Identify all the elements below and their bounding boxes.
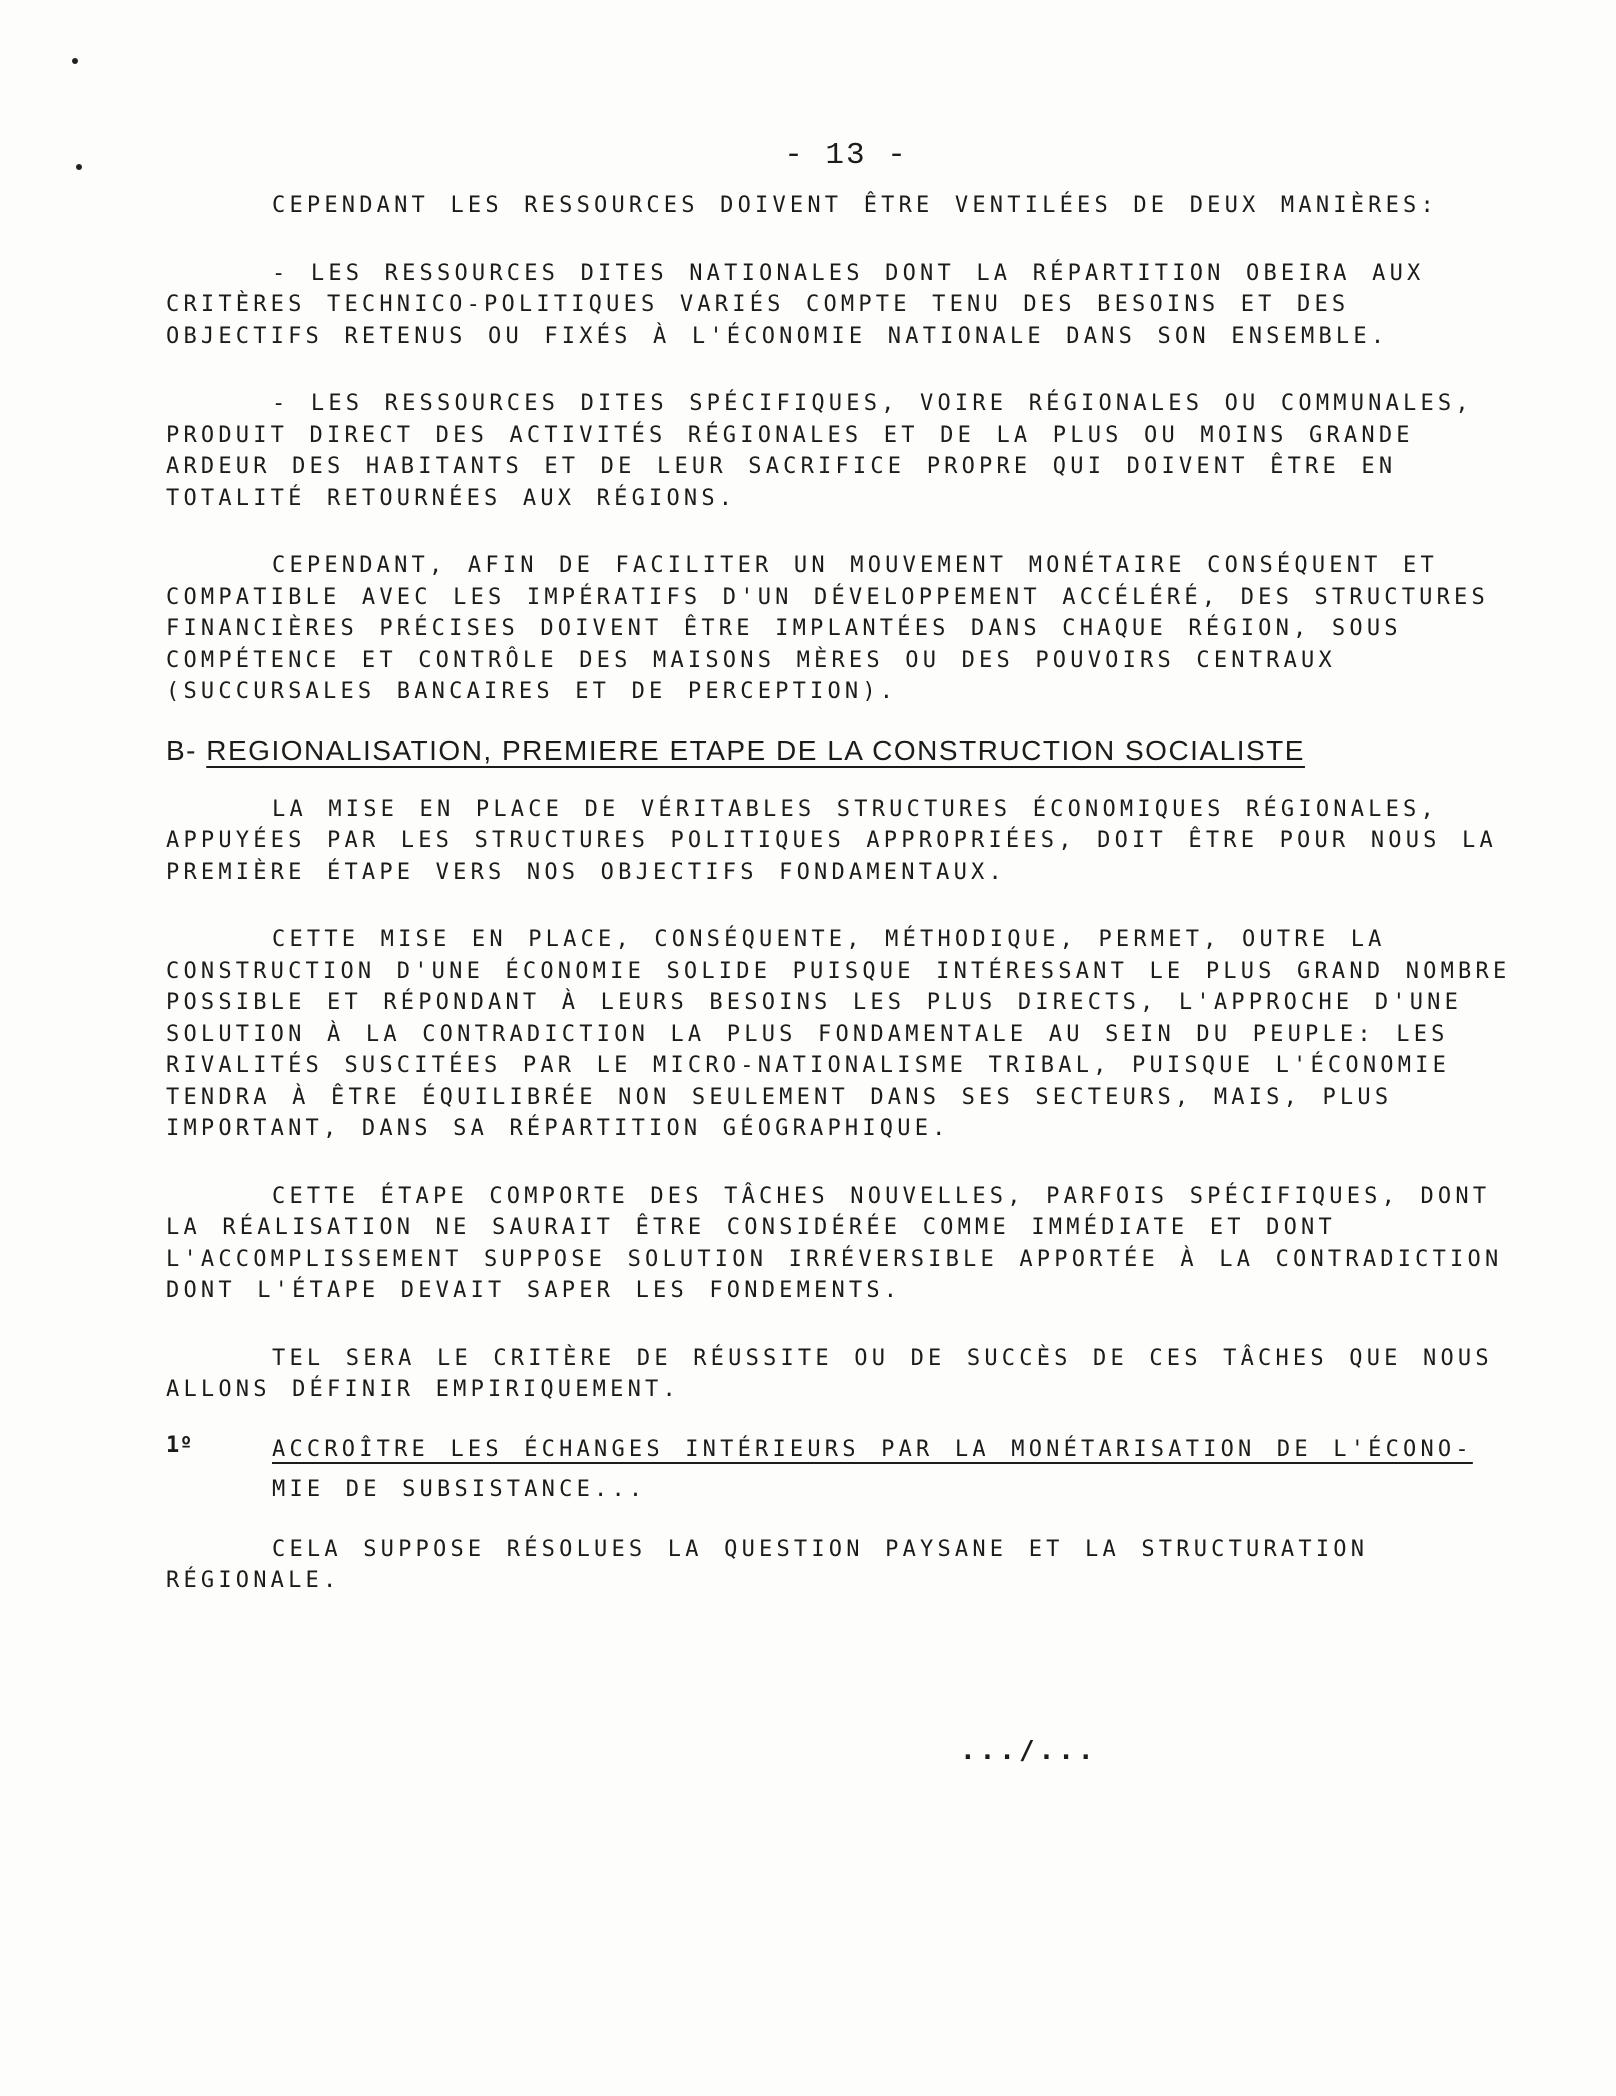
paragraph: TEL SERA LE CRITÈRE DE RÉUSSITE OU DE SUCCÈS DE CES TÂCHES QUE NOUS ALLONS DÉFINIR EMPIRIQUEMENT. — [166, 1345, 1493, 1402]
item-title-underlined: ACCROÎTRE LES ÉCHANGES INTÉRIEURS PAR LA MONÉTARISATION DE L'ÉCONO- — [272, 1436, 1473, 1462]
paragraph: - LES RESSOURCES DITES NATIONALES DONT LA RÉPARTITION OBEIRA AUX CRITÈRES TECHNICO-POLITIQUES VARIÉS COMPTE TENU DES BESOINS ET DES OBJECTIFS RETENUS OU FIXÉS À L'ÉCONOMIE NATIONALE DANS SON ENSEMBLE. — [166, 260, 1425, 349]
paragraph: - LES RESSOURCES DITES SPÉCIFIQUES, VOIRE RÉGIONALES OU COMMUNALES, PRODUIT DIRECT DES ACTIVITÉS RÉGIONALES ET DE LA PLUS OU MOINS GRANDE ARDEUR DES HABITANTS ET DE LEUR SACRIFICE PROPRE QUI DOIVENT ÊTRE EN TOTALITÉ RETOURNÉES AUX RÉGIONS. — [166, 391, 1473, 511]
numbered-item — [166, 1430, 1526, 1510]
paragraph: CEPENDANT, AFIN DE FACILITER UN MOUVEMENT MONÉTAIRE CONSÉQUENT ET COMPATIBLE AVEC LES IMPÉRATIFS D'UN DÉVELOPPEMENT ACCÉLÉRÉ, DES STRUCTURES FINANCIÈRES PRÉCISES DOIVENT ÊTRE IMPLANTÉES DANS CHAQUE RÉGION, SOUS COMPÉTENCE ET CONTRÔLE DES MAISONS MÈRES OU DES POUVOIRS CENTRAUX (SUCCURSALES BANCAIRES ET DE PERCEPTION). — [166, 553, 1489, 704]
section-title: REGIONALISATION, PREMIERE ETAPE DE LA CONSTRUCTION SOCIALISTE — [206, 734, 1305, 766]
paragraph: CEPENDANT LES RESSOURCES DOIVENT ÊTRE VENTILÉES DE DEUX MANIÈRES: — [272, 193, 1438, 218]
section-label: B- — [166, 734, 197, 766]
section-heading — [166, 732, 1526, 770]
margin-dot — [72, 58, 78, 64]
item-title-continuation: MIE DE SUBSISTANCE... — [272, 1476, 647, 1502]
paragraph: CELA SUPPOSE RÉSOLUES LA QUESTION PAYSANE ET LA STRUCTURATION RÉGIONALE. — [166, 1536, 1369, 1593]
paragraph: LA MISE EN PLACE DE VÉRITABLES STRUCTURES ÉCONOMIQUES RÉGIONALES, APPUYÉES PAR LES STRUCTURES POLITIQUES APPROPRIÉES, DOIT ÊTRE POUR NOUS LA PREMIÈRE ÉTAPE VERS NOS OBJECTIFS FONDAMENTAUX. — [166, 796, 1497, 885]
paragraph: CETTE MISE EN PLACE, CONSÉQUENTE, MÉTHODIQUE, PERMET, OUTRE LA CONSTRUCTION D'UNE ÉCONOMIE SOLIDE PUISQUE INTÉRESSANT LE PLUS GRAND NOMBRE POSSIBLE ET RÉPONDANT À LEURS BESOINS LES PLUS DIRECTS, L'APPROCHE D'UNE SOLUTION À LA CONTRADICTION LA PLUS FONDAMENTALE AU SEIN DU PEUPLE: LES RIVALITÉS SUSCITÉES PAR LE MICRO-NATIONALISME TRIBAL, PUISQUE L'ÉCONOMIE TENDRA À ÊTRE ÉQUILIBRÉE NON SEULEMENT DANS SES SECTEURS, MAIS, PLUS IMPORTANT, DANS SA RÉPARTITION GÉOGRAPHIQUE. — [166, 927, 1511, 1141]
item-number: 1º — [166, 1432, 193, 1458]
continuation-mark: .../... — [960, 1736, 1098, 1766]
item-title — [272, 1430, 1526, 1470]
paragraph: CETTE ÉTAPE COMPORTE DES TÂCHES NOUVELLES, PARFOIS SPÉCIFIQUES, DONT LA RÉALISATION NE SAURAIT ÊTRE CONSIDÉRÉE COMME IMMÉDIATE ET DONT L'ACCOMPLISSEMENT SUPPOSE SOLUTION IRRÉVERSIBLE APPORTÉE À LA CONTRADICTION DONT L'ÉTAPE DEVAIT SAPER LES FONDEMENTS. — [166, 1183, 1503, 1303]
document-body — [166, 190, 1526, 1597]
page-number: - 13 - — [784, 138, 908, 173]
